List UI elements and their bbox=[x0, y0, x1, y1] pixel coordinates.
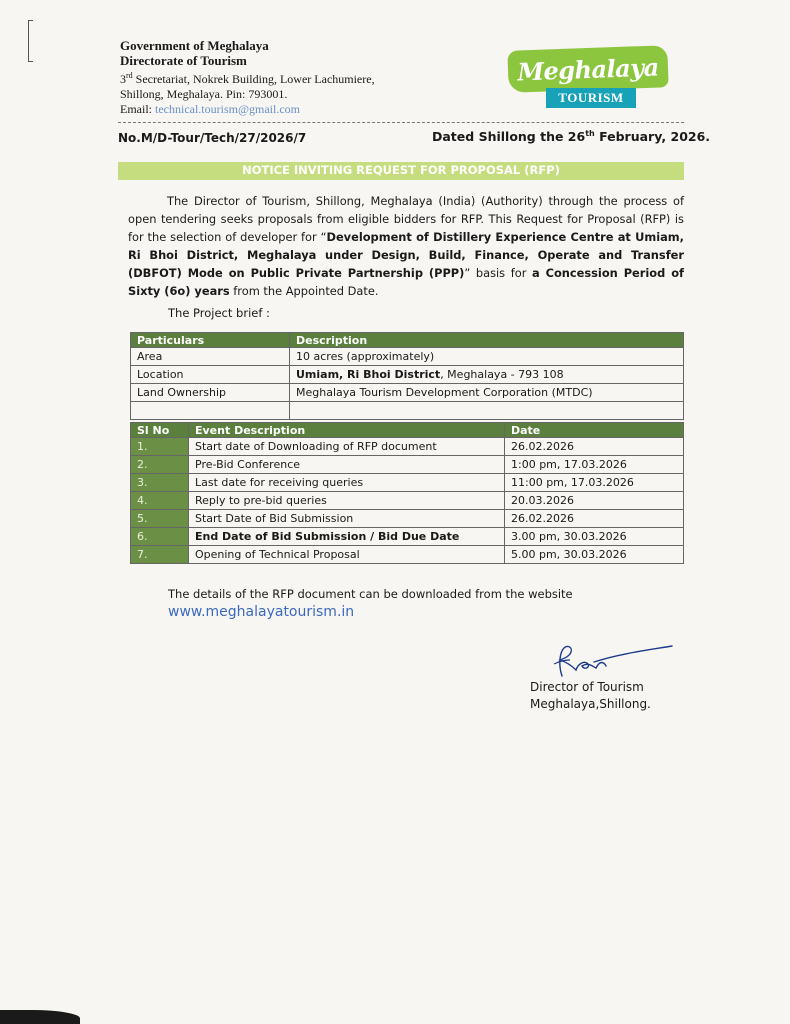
download-details: The details of the RFP document can be downloaded from the website bbox=[168, 587, 573, 601]
intro-paragraph: The Director of Tourism, Shillong, Meghalaya (India) (Authority) through the process of open tendering seeks proposals from eligible bidders for RFP. This Request for Proposal (RFP) is for the selection of developer for “Development of Distillery Experience Centre at Umiam, Ri Bhoi District, Meghalaya under Design, Build, Finance, Operate and Transfer (DBFOT) Mode on Public Private Partnership (PPP)” basis for a Concession Period of Sixty (6o) years from the Appointed Date. bbox=[128, 194, 685, 298]
table-header-row bbox=[131, 333, 684, 348]
table-row bbox=[131, 384, 684, 402]
header-sl-no: Sl No bbox=[131, 423, 189, 438]
notice-title: NOTICE INVITING REQUEST FOR PROPOSAL (RFP) bbox=[242, 163, 560, 177]
meghalaya-tourism-logo bbox=[508, 48, 668, 112]
letterhead-government: Government of Meghalaya bbox=[120, 38, 269, 53]
signatory-location: Meghalaya,Shillong. bbox=[530, 697, 651, 711]
table-row: 7. Opening of Technical Proposal 5.00 pm, 30.03.2026 bbox=[131, 546, 684, 564]
table-row bbox=[131, 366, 684, 384]
logo-main-text: Meghalaya bbox=[516, 52, 660, 86]
table-row bbox=[131, 348, 684, 366]
letterhead bbox=[120, 38, 375, 117]
particulars-table bbox=[130, 332, 684, 420]
header-event: Event Description bbox=[189, 423, 505, 438]
reference-number: No.M/D-Tour/Tech/27/2026/7 bbox=[118, 131, 307, 145]
table-row-empty bbox=[131, 402, 684, 420]
table-header-row bbox=[131, 423, 684, 438]
table-row: 3. Last date for receiving queries 11:00 pm, 17.03.2026 bbox=[131, 474, 684, 492]
dashed-divider bbox=[118, 122, 684, 123]
row-value: Meghalaya Tourism Development Corporation (MTDC) bbox=[290, 384, 684, 402]
website-link[interactable]: www.meghalayatourism.in bbox=[168, 604, 355, 620]
row-label: Land Ownership bbox=[131, 384, 290, 402]
signature bbox=[548, 640, 678, 680]
header-description: Description bbox=[290, 333, 684, 348]
email-link[interactable]: technical.tourism@gmail.com bbox=[155, 102, 301, 116]
signatory-title: Director of Tourism bbox=[530, 680, 644, 694]
letterhead-directorate: Directorate of Tourism bbox=[120, 53, 247, 68]
project-brief-label: The Project brief : bbox=[168, 306, 270, 320]
letterhead-address-2: Shillong, Meghalaya. Pin: 793001. bbox=[120, 87, 288, 101]
letterhead-address-1: 3rd Secretariat, Nokrek Building, Lower Lachumiere, bbox=[120, 71, 375, 86]
row-label: Location bbox=[131, 366, 290, 384]
margin-bracket bbox=[28, 20, 33, 62]
letterhead-email: Email: technical.tourism@gmail.com bbox=[120, 102, 301, 116]
table-row: 6. End Date of Bid Submission / Bid Due Date 3.00 pm, 30.03.2026 bbox=[131, 528, 684, 546]
table-row: 4. Reply to pre-bid queries 20.03.2026 bbox=[131, 492, 684, 510]
header-date: Date bbox=[505, 423, 684, 438]
table-row: 5. Start Date of Bid Submission 26.02.2026 bbox=[131, 510, 684, 528]
table-row: 1. Start date of Downloading of RFP document 26.02.2026 bbox=[131, 438, 684, 456]
scan-edge-shadow bbox=[0, 1010, 80, 1024]
dated-line: Dated Shillong the 26th February, 2026. bbox=[432, 129, 711, 145]
events-table bbox=[130, 422, 684, 564]
row-value: Umiam, Ri Bhoi District, Meghalaya - 793 108 bbox=[290, 366, 684, 384]
table-row: 2. Pre-Bid Conference 1:00 pm, 17.03.2026 bbox=[131, 456, 684, 474]
row-label: Area bbox=[131, 348, 290, 366]
logo-sub-text: TOURISM bbox=[558, 90, 624, 105]
row-value: 10 acres (approximately) bbox=[290, 348, 684, 366]
notice-banner bbox=[118, 162, 684, 180]
header-particulars: Particulars bbox=[131, 333, 290, 348]
signatory-block bbox=[530, 679, 651, 713]
